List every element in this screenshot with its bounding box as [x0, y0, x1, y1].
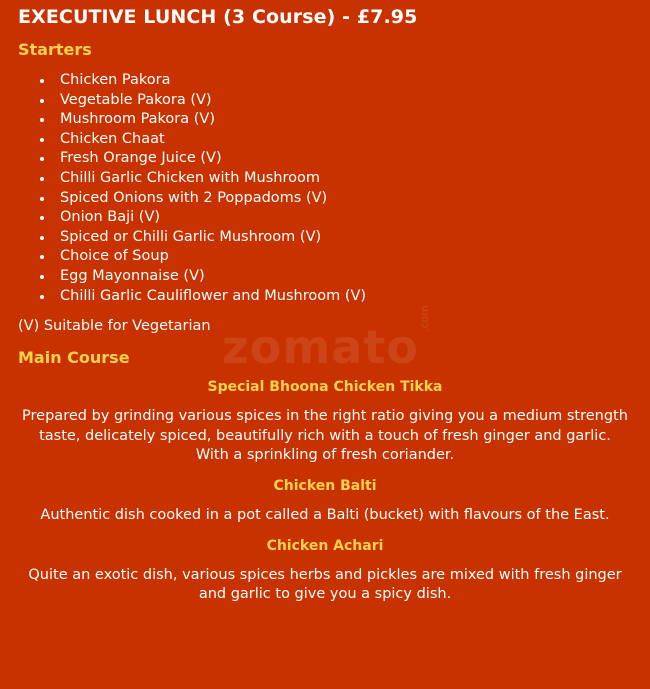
list-item: Chilli Garlic Chicken with Mushroom [60, 169, 632, 189]
list-item: Vegetable Pakora (V) [60, 91, 632, 111]
list-item: Fresh Orange Juice (V) [60, 149, 632, 169]
watermark-logo: zomato [222, 320, 419, 374]
list-item: Spiced Onions with 2 Poppadoms (V) [60, 189, 632, 209]
dish-name: Chicken Balti [273, 477, 377, 494]
dish-bhoona-chicken-tikka [18, 379, 632, 466]
list-item: Chilli Garlic Cauliflower and Mushroom (V) [60, 287, 632, 307]
dish-name: Chicken Achari [266, 537, 384, 554]
list-item: Spiced or Chilli Garlic Mushroom (V) [60, 228, 632, 248]
starters-list [18, 71, 632, 306]
list-item: Egg Mayonnaise (V) [60, 267, 632, 287]
dish-description: Prepared by grinding various spices in the right ratio giving you a medium strength taste, delicately spiced, beautifully rich with a touch of fresh ginger and garlic. With a sprinkling of fresh coriander. [22, 408, 628, 464]
vegetarian-note: (V) Suitable for Vegetarian [18, 318, 211, 335]
watermark-suffix: .com [418, 305, 431, 332]
list-item: Chicken Chaat [60, 130, 632, 150]
dish-description: Authentic dish cooked in a pot called a Balti (bucket) with flavours of the East. [40, 506, 610, 523]
menu-title: EXECUTIVE LUNCH (3 Course) - £7.95 [18, 6, 418, 28]
list-item: Onion Baji (V) [60, 208, 632, 228]
dish-chicken-achari [18, 538, 632, 605]
starters-heading: Starters [18, 40, 92, 59]
main-course-heading: Main Course [18, 348, 130, 368]
dish-name: Special Bhoona Chicken Tikka [207, 379, 443, 396]
dish-description: Quite an exotic dish, various spices herbs and pickles are mixed with fresh ginger and garlic to give you a spicy dish. [28, 566, 622, 603]
list-item: Chicken Pakora [60, 71, 632, 91]
dish-chicken-balti [18, 478, 632, 526]
list-item: Mushroom Pakora (V) [60, 110, 632, 130]
list-item: Choice of Soup [60, 247, 632, 267]
